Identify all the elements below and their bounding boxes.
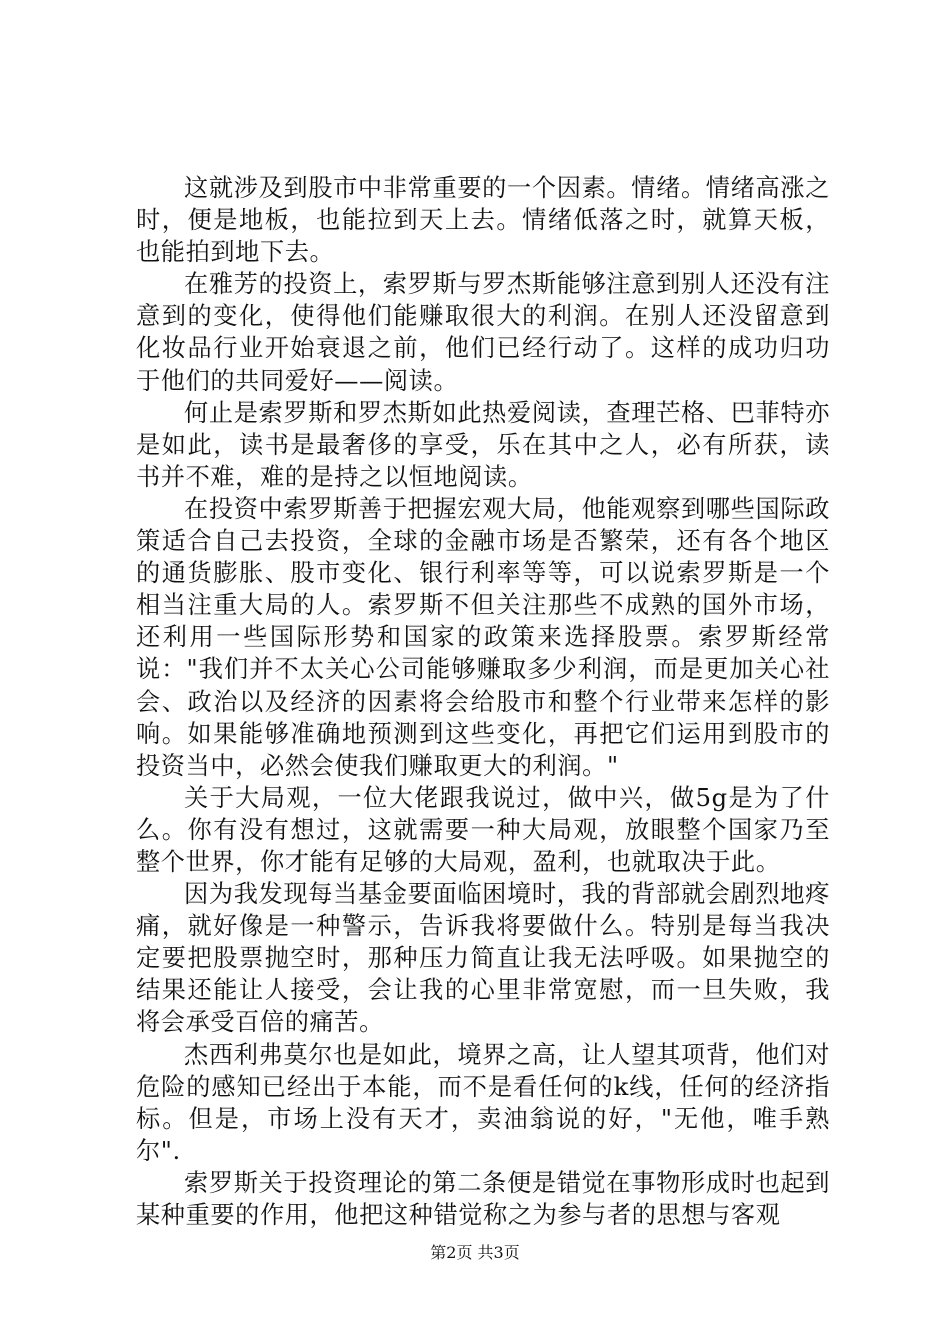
paragraph-3: 何止是索罗斯和罗杰斯如此热爱阅读，查理芒格、巴菲特亦是如此，读书是最奢侈的享受，乐在其中之人，必有所获，读书并不难，难的是持之以恒地阅读。 <box>136 398 830 491</box>
paragraph-2: 在雅芳的投资上，索罗斯与罗杰斯能够注意到别人还没有注意到的变化，使得他们能赚取很大的利润。在别人还没留意到化妆品行业开始衰退之前，他们已经行动了。这样的成功归功于他们的共同爱好——阅读。 <box>136 270 830 395</box>
paragraph-1: 这就涉及到股市中非常重要的一个因素。情绪。情绪高涨之时，便是地板，也能拉到天上去。情绪低落之时，就算天板，也能拍到地下去。 <box>136 174 830 267</box>
document-body <box>136 172 830 1231</box>
page-footer: 第2页 共3页 <box>430 1243 520 1262</box>
paragraph-4: 在投资中索罗斯善于把握宏观大局，他能观察到哪些国际政策适合自己去投资，全球的金融市场是否繁荣，还有各个地区的通货膨胀、股市变化、银行利率等等，可以说索罗斯是一个相当注重大局的人。索罗斯不但关注那些不成熟的国外市场，还利用一些国际形势和国家的政策来选择股票。索罗斯经常说："我们并不太关心公司能够赚取多少利润，而是更加关心社会、政治以及经济的因素将会给股市和整个行业带来怎样的影响。如果能够准确地预测到这些变化，再把它们运用到股市的投资当中，必然会使我们赚取更大的利润。" <box>136 494 830 780</box>
paragraph-5: 关于大局观，一位大佬跟我说过，做中兴，做5g是为了什么。你有没有想过，这就需要一种大局观，放眼整个国家乃至整个世界，你才能有足够的大局观，盈利，也就取决于此。 <box>136 783 830 876</box>
paragraph-7: 杰西利弗莫尔也是如此，境界之高，让人望其项背，他们对危险的感知已经出于本能，而不是看任何的k线，任何的经济指标。但是，市场上没有天才，卖油翁说的好，"无他，唯手熟尔". <box>136 1040 830 1165</box>
paragraph-8: 索罗斯关于投资理论的第二条便是错觉在事物形成时也起到某种重要的作用，他把这种错觉称之为参与者的思想与客观 <box>136 1168 830 1229</box>
paragraph-6: 因为我发现每当基金要面临困境时，我的背部就会剧烈地疼痛，就好像是一种警示，告诉我将要做什么。特别是每当我决定要把股票抛空时，那种压力简直让我无法呼吸。如果抛空的结果还能让人接受，会让我的心里非常宽慰，而一旦失败，我将会承受百倍的痛苦。 <box>136 880 830 1037</box>
